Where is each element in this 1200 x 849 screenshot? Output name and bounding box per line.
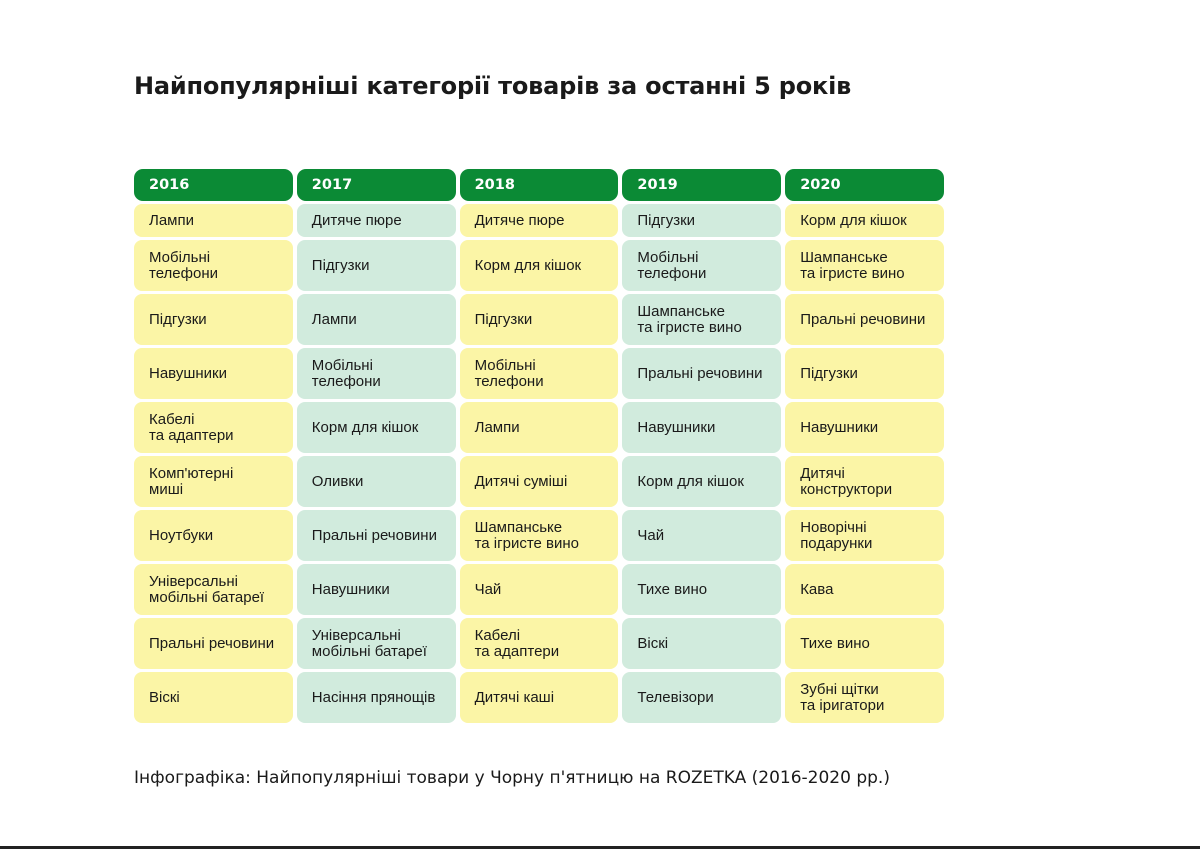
category-cell: Навушники <box>622 402 781 453</box>
category-cell: Дитяче пюре <box>460 204 619 237</box>
category-cell: Дитячі конструктори <box>785 456 944 507</box>
category-cell: Універсальні мобільні батареї <box>134 564 293 615</box>
category-cell: Навушники <box>785 402 944 453</box>
category-cell: Лампи <box>460 402 619 453</box>
category-cell: Пральні речовини <box>297 510 456 561</box>
category-cell: Кава <box>785 564 944 615</box>
category-cell: Дитячі каші <box>460 672 619 723</box>
category-cell: Універсальні мобільні батареї <box>297 618 456 669</box>
year-header-2019: 2019 <box>622 169 781 201</box>
category-cell: Шампанське та ігристе вино <box>785 240 944 291</box>
category-cell: Зубні щітки та іригатори <box>785 672 944 723</box>
category-cell: Підгузки <box>622 204 781 237</box>
category-cell: Чай <box>622 510 781 561</box>
category-cell: Корм для кішок <box>460 240 619 291</box>
category-cell: Пральні речовини <box>785 294 944 345</box>
category-cell: Дитячі суміші <box>460 456 619 507</box>
category-cell: Навушники <box>134 348 293 399</box>
category-cell: Насіння прянощів <box>297 672 456 723</box>
category-cell: Тихе вино <box>785 618 944 669</box>
infographic-caption: Інфографіка: Найпопулярніші товари у Чорну п'ятницю на ROZETKA (2016-2020 рр.) <box>134 768 890 788</box>
category-cell: Пральні речовини <box>622 348 781 399</box>
category-cell: Лампи <box>297 294 456 345</box>
year-header-2016: 2016 <box>134 169 293 201</box>
category-cell: Лампи <box>134 204 293 237</box>
category-cell: Шампанське та ігристе вино <box>622 294 781 345</box>
category-cell: Корм для кішок <box>785 204 944 237</box>
category-cell: Кабелі та адаптери <box>460 618 619 669</box>
category-cell: Телевізори <box>622 672 781 723</box>
category-cell: Підгузки <box>134 294 293 345</box>
category-cell: Підгузки <box>297 240 456 291</box>
category-cell: Навушники <box>297 564 456 615</box>
category-cell: Мобільні телефони <box>134 240 293 291</box>
category-cell: Корм для кішок <box>622 456 781 507</box>
category-cell: Комп'ютерні миші <box>134 456 293 507</box>
category-cell: Мобільні телефони <box>460 348 619 399</box>
category-cell: Чай <box>460 564 619 615</box>
category-cell: Віскі <box>622 618 781 669</box>
year-header-2020: 2020 <box>785 169 944 201</box>
category-cell: Кабелі та адаптери <box>134 402 293 453</box>
year-header-2018: 2018 <box>460 169 619 201</box>
category-cell: Новорічні подарунки <box>785 510 944 561</box>
category-cell: Пральні речовини <box>134 618 293 669</box>
category-cell: Підгузки <box>785 348 944 399</box>
category-cell: Віскі <box>134 672 293 723</box>
page-title: Найпопулярніші категорії товарів за останні 5 років <box>134 72 852 100</box>
category-cell: Мобільні телефони <box>622 240 781 291</box>
category-cell: Ноутбуки <box>134 510 293 561</box>
category-cell: Корм для кішок <box>297 402 456 453</box>
categories-table <box>134 169 944 723</box>
category-cell: Дитяче пюре <box>297 204 456 237</box>
category-cell: Мобільні телефони <box>297 348 456 399</box>
category-cell: Підгузки <box>460 294 619 345</box>
category-cell: Тихе вино <box>622 564 781 615</box>
category-cell: Шампанське та ігристе вино <box>460 510 619 561</box>
year-header-2017: 2017 <box>297 169 456 201</box>
category-cell: Оливки <box>297 456 456 507</box>
